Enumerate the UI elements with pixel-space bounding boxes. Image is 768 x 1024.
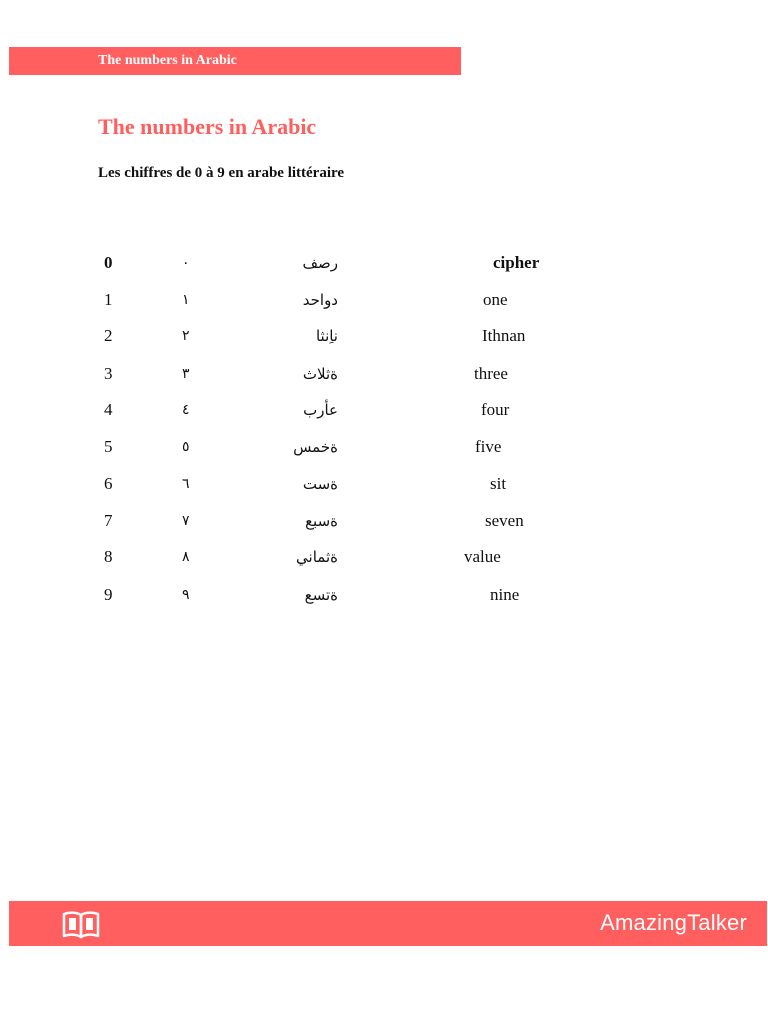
number-row bbox=[0, 474, 768, 504]
arabic-word: دواحد bbox=[302, 291, 338, 309]
number-row bbox=[0, 547, 768, 577]
eastern-digit: ٠ bbox=[182, 255, 190, 271]
number-row bbox=[0, 585, 768, 615]
english-word: four bbox=[481, 400, 510, 419]
page-subtitle: Les chiffres de 0 à 9 en arabe littéraire bbox=[98, 165, 345, 181]
western-digit: 8 bbox=[104, 547, 113, 566]
eastern-digit: ٧ bbox=[182, 513, 190, 529]
eastern-digit: ٣ bbox=[182, 366, 190, 382]
footer-banner bbox=[9, 901, 767, 946]
number-row bbox=[0, 437, 768, 467]
eastern-digit: ٩ bbox=[182, 587, 190, 603]
arabic-word: ةست bbox=[302, 475, 338, 493]
western-digit: 2 bbox=[104, 326, 113, 345]
english-word: nine bbox=[490, 585, 520, 604]
eastern-digit: ٥ bbox=[182, 439, 190, 455]
english-word: one bbox=[483, 290, 508, 309]
western-digit: 5 bbox=[104, 437, 113, 456]
number-row bbox=[0, 511, 768, 541]
arabic-word: رصف bbox=[302, 254, 338, 272]
number-row bbox=[0, 400, 768, 430]
western-digit: 3 bbox=[104, 364, 113, 383]
western-digit: 7 bbox=[104, 511, 113, 530]
english-word: Ithnan bbox=[482, 326, 526, 345]
english-word: three bbox=[474, 364, 508, 383]
eastern-digit: ١ bbox=[182, 292, 190, 308]
english-word: value bbox=[464, 547, 501, 566]
eastern-digit: ٦ bbox=[182, 476, 190, 492]
arabic-word: عأرب bbox=[303, 401, 338, 419]
english-word: sit bbox=[490, 474, 507, 493]
number-row bbox=[0, 253, 768, 283]
eastern-digit: ٤ bbox=[182, 402, 190, 418]
western-digit: 0 bbox=[104, 253, 113, 272]
arabic-word: ةثماني bbox=[296, 548, 338, 566]
western-digit: 6 bbox=[104, 474, 113, 493]
western-digit: 1 bbox=[104, 290, 113, 309]
number-row bbox=[0, 290, 768, 320]
number-row bbox=[0, 364, 768, 394]
eastern-digit: ٢ bbox=[182, 328, 190, 344]
number-row bbox=[0, 326, 768, 356]
english-word: cipher bbox=[493, 253, 540, 272]
english-word: seven bbox=[485, 511, 524, 530]
western-digit: 4 bbox=[104, 400, 113, 419]
brand-logo-text: AmazingTalker bbox=[600, 910, 747, 935]
arabic-word: ةخمس bbox=[293, 438, 338, 456]
western-digit: 9 bbox=[104, 585, 113, 604]
arabic-word: ةثلاث bbox=[302, 365, 338, 383]
banner-title: The numbers in Arabic bbox=[98, 53, 237, 68]
arabic-word: ةسبع bbox=[305, 512, 338, 530]
arabic-word: ةتسع bbox=[304, 586, 338, 604]
arabic-word: ناِنثا bbox=[315, 327, 338, 345]
english-word: five bbox=[475, 437, 502, 456]
eastern-digit: ٨ bbox=[182, 549, 190, 565]
open-book-icon bbox=[61, 909, 101, 939]
page-title: The numbers in Arabic bbox=[98, 114, 317, 139]
